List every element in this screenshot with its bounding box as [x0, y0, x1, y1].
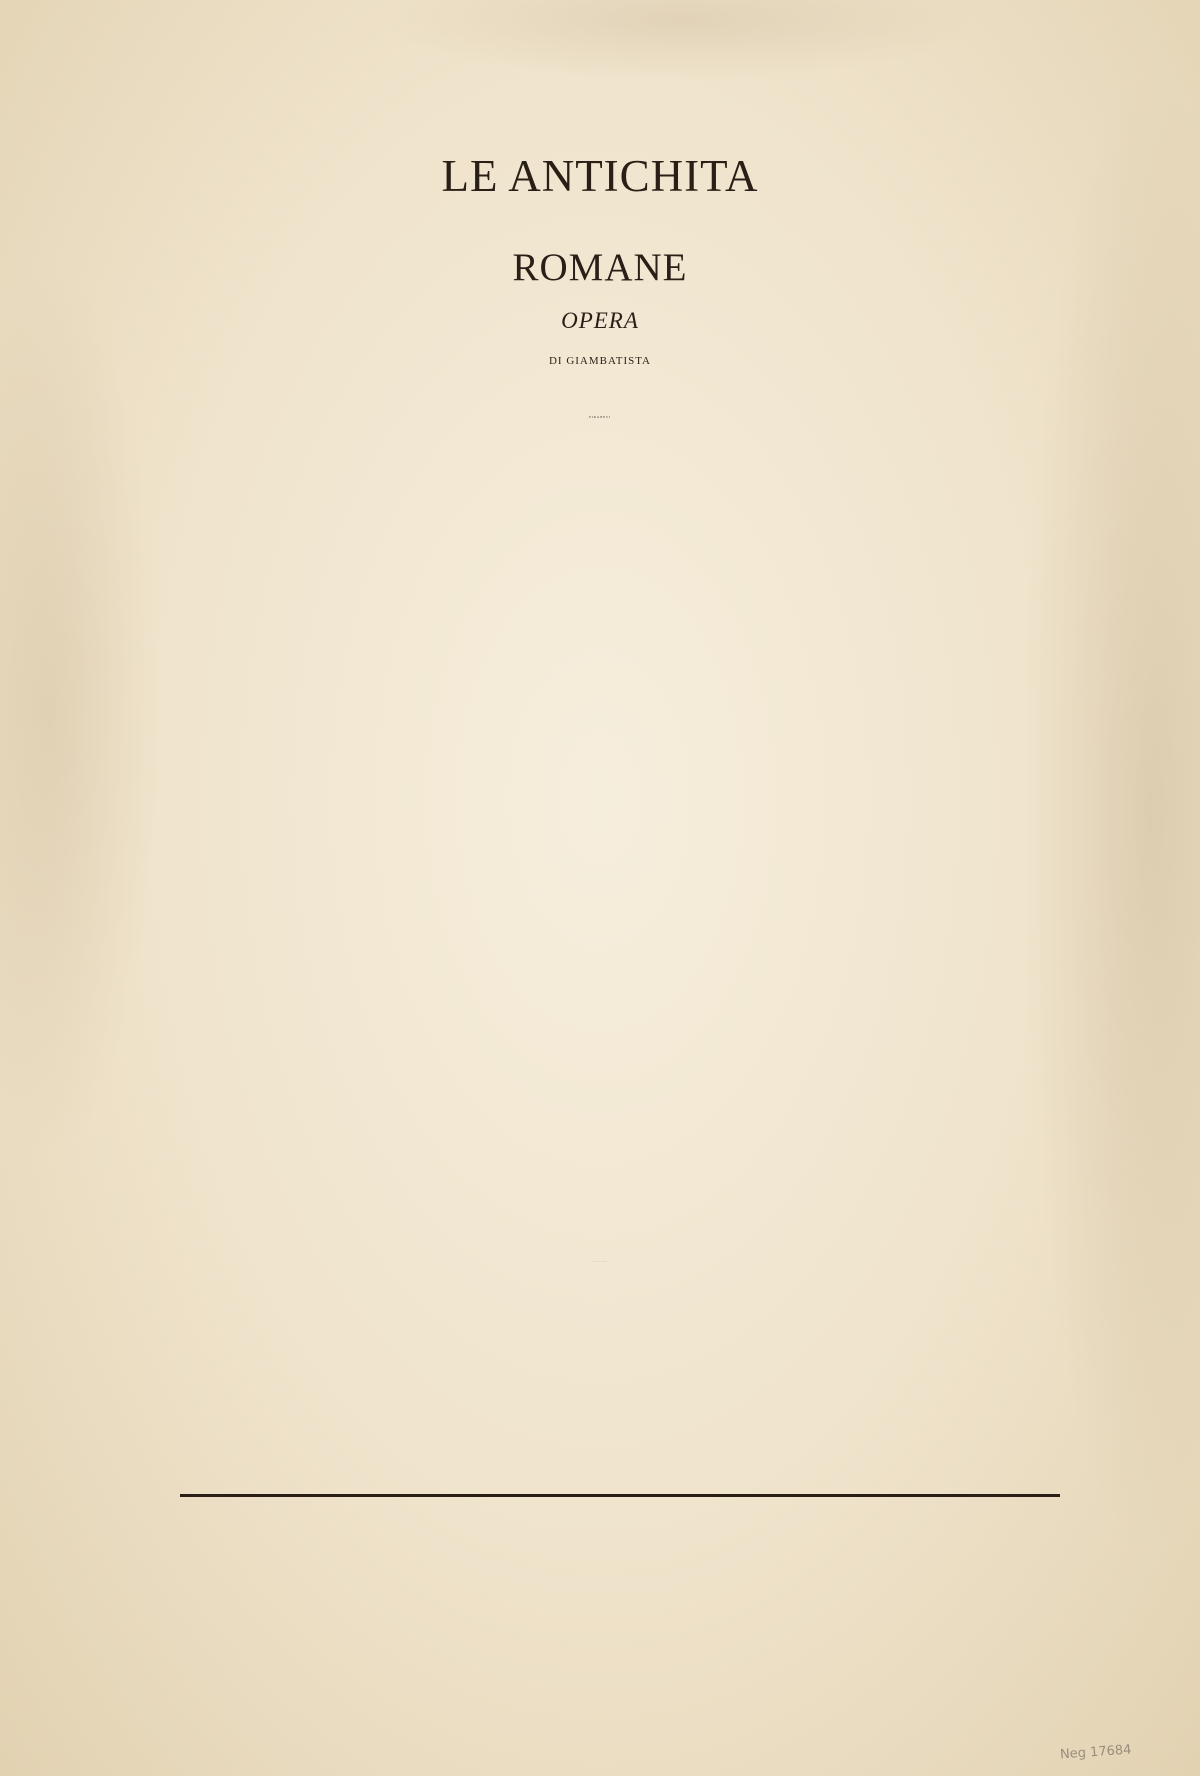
- handwritten-mark: Neg 17684: [1059, 1742, 1132, 1763]
- opera-label: OPERA: [561, 308, 639, 333]
- paper-stain: [0, 260, 160, 1160]
- main-title: LE ANTICHITA: [441, 151, 759, 201]
- author-line-1: DI GIAMBATISTA: [548, 355, 652, 367]
- paper-stain: [380, 0, 980, 80]
- divider-rule: [180, 1494, 1060, 1497]
- tome-label: TOMO PRIMO.: [591, 1262, 609, 1263]
- author-line-2: PIRANESI: [589, 415, 611, 419]
- subtitle: ROMANE: [512, 246, 688, 289]
